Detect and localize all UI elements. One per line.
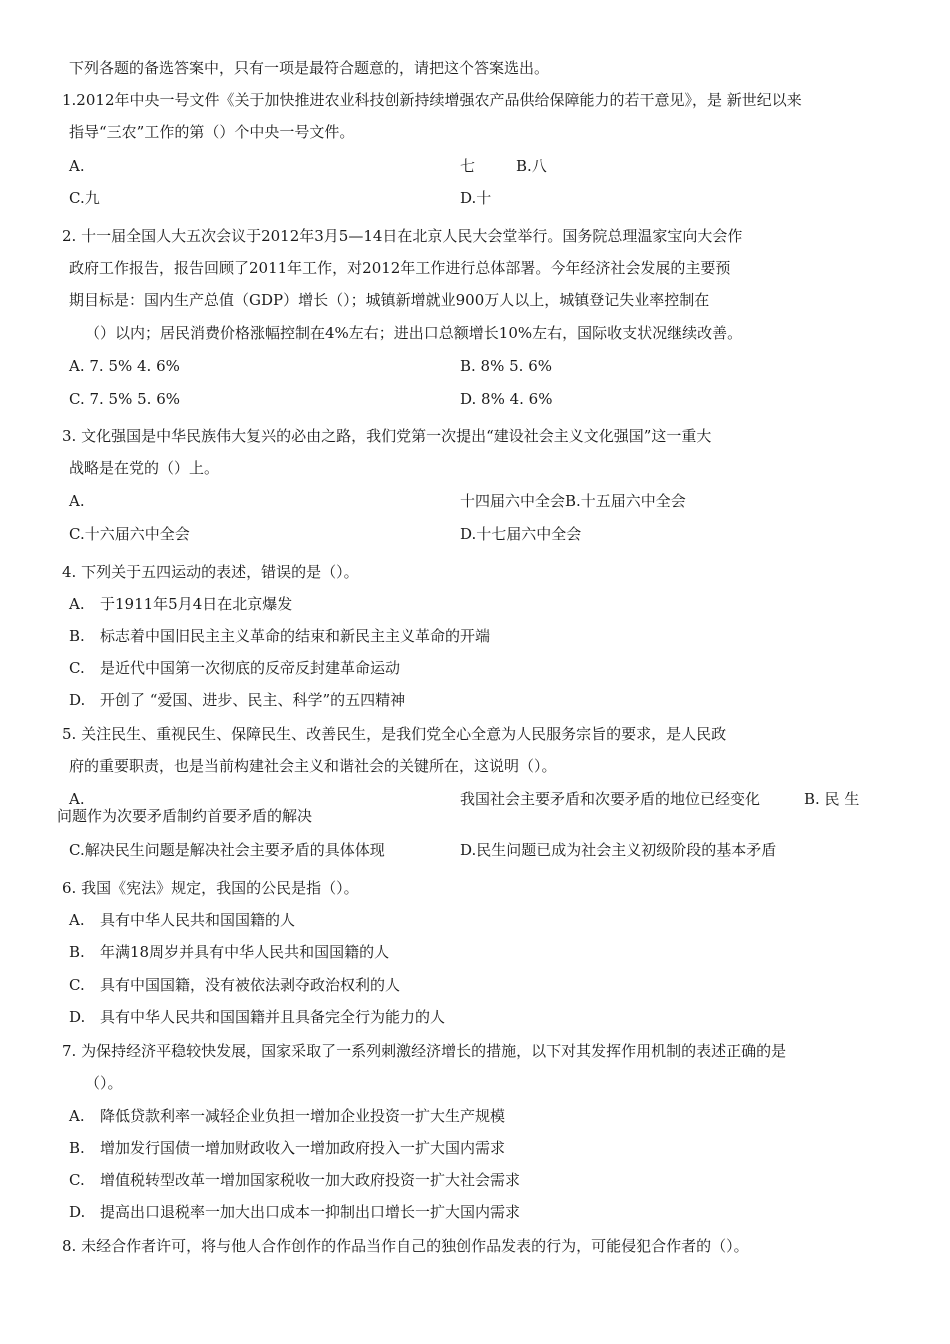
q7-option-a: 降低贷款利率一减轻企业负担一增加企业投资一扩大生产规模: [100, 1107, 506, 1125]
q4-option-c: 是近代中国第一次彻底的反帝反封建革命运动: [100, 659, 401, 677]
q1-option-c: C.九: [69, 189, 100, 207]
q2-option-c: C. 7. 5% 5. 6%: [69, 390, 180, 408]
q7-stem-line-2: （）。: [85, 1074, 123, 1092]
q6-option-d: 具有中华人民共和国国籍并且具备完全行为能力的人: [100, 1008, 446, 1026]
q2-stem-line-1: 2. 十一届全国人大五次会议于2012年3月5—14日在北京人民大会堂举行。国务院总理温家宝向大会作: [62, 227, 743, 245]
q6-option-c-label: C.: [69, 976, 85, 994]
q6-option-c: 具有中国国籍，没有被依法剥夺政治权利的人: [100, 976, 401, 994]
q1-option-a-text: 七: [460, 157, 476, 175]
q3-stem-line-1: 3. 文化强国是中华民族伟大复兴的必由之路，我们党第一次提出“建设社会主义文化强国”这一重大: [62, 427, 712, 445]
q7-option-b: 增加发行国债一增加财政收入一增加政府投入一扩大国内需求: [100, 1139, 506, 1157]
q7-option-d-label: D.: [69, 1203, 86, 1221]
q4-option-d: 开创了 “爱国、进步、民主、科学”的五四精神: [100, 691, 406, 709]
q5-option-d: D.民生问题已成为社会主义初级阶段的基本矛盾: [460, 841, 777, 859]
q6-stem-line-1: 6. 我国《宪法》规定，我国的公民是指（）。: [62, 879, 359, 897]
q5-stem-line-1: 5. 关注民生、重视民生、保障民生、改善民生，是我们党全心全意为人民服务宗旨的要求，是人民政: [62, 725, 727, 743]
q7-stem-line-1: 7. 为保持经济平稳较快发展，国家采取了一系列刺激经济增长的措施，以下对其发挥作用机制的表述正确的是: [62, 1042, 787, 1060]
q2-stem-line-4: （）以内；居民消费价格涨幅控制在4%左右；进出口总额增长10%左右，国际收支状况继续改善。: [85, 324, 743, 342]
q6-option-a: 具有中华人民共和国国籍的人: [100, 911, 296, 929]
q4-option-a-label: A.: [69, 595, 85, 613]
q5-stem-line-2: 府的重要职责，也是当前构建社会主义和谐社会的关键所在，这说明（）。: [69, 757, 557, 775]
q4-option-b-label: B.: [69, 627, 85, 645]
q6-option-d-label: D.: [69, 1008, 86, 1026]
q1-option-a-label: A.: [69, 157, 85, 175]
q7-option-d: 提高出口退税率一加大出口成本一抑制出口增长一扩大国内需求: [100, 1203, 521, 1221]
q3-option-a-b-text: 十四届六中全会B.十五届六中全会: [460, 492, 686, 510]
q4-option-c-label: C.: [69, 659, 85, 677]
q2-option-d: D. 8% 4. 6%: [460, 390, 553, 408]
q3-option-c: C.十六届六中全会: [69, 525, 190, 543]
q1-stem-line-2: 指导“三农”工作的第（）个中央一号文件。: [69, 123, 355, 141]
q5-option-b-continued: 问题作为次要矛盾制约首要矛盾的解决: [57, 807, 313, 825]
q7-option-c: 增值税转型改革一增加国家税收一加大政府投资一扩大社会需求: [100, 1171, 521, 1189]
q2-option-b: B. 8% 5. 6%: [460, 357, 552, 375]
q6-option-a-label: A.: [69, 911, 85, 929]
q1-option-d: D.十: [460, 189, 492, 207]
q7-option-c-label: C.: [69, 1171, 85, 1189]
q5-option-a-label: A.: [69, 790, 85, 808]
q1-stem-line-1: 1.2012年中央一号文件《关于加快推进农业科技创新持续增强农产品供给保障能力的若干意见》，是 新世纪以来: [62, 91, 802, 109]
q3-stem-line-2: 战略是在党的（）上。: [69, 459, 220, 477]
q7-option-b-label: B.: [69, 1139, 85, 1157]
q6-option-b-label: B.: [69, 943, 85, 961]
q3-option-a-label: A.: [69, 492, 85, 510]
q6-option-b: 年满18周岁并具有中华人民共和国国籍的人: [100, 943, 390, 961]
q7-option-a-label: A.: [69, 1107, 85, 1125]
q2-stem-line-3: 期目标是：国内生产总值（GDP）增长（）；城镇新增就业900万人以上，城镇登记失业率控制在: [69, 291, 710, 309]
q1-option-b: B.八: [516, 157, 547, 175]
q5-option-c: C.解决民生问题是解决社会主要矛盾的具体体现: [69, 841, 385, 859]
q2-stem-line-2: 政府工作报告，报告回顾了2011年工作，对2012年工作进行总体部署。今年经济社会发展的主要预: [69, 259, 731, 277]
q8-stem-line-1: 8. 未经合作者许可，将与他人合作创作的作品当作自己的独创作品发表的行为，可能侵犯合作者的（）。: [62, 1237, 749, 1255]
q3-option-d: D.十七届六中全会: [460, 525, 582, 543]
q2-option-a: A. 7. 5% 4. 6%: [69, 357, 180, 375]
q5-option-a-text: 我国社会主要矛盾和次要矛盾的地位已经变化: [460, 790, 761, 808]
q4-option-a: 于1911年5月4日在北京爆发: [100, 595, 293, 613]
q5-option-b-label: B. 民 生: [804, 790, 860, 808]
q4-stem-line-1: 4. 下列关于五四运动的表述，错误的是（）。: [62, 563, 359, 581]
q4-option-d-label: D.: [69, 691, 86, 709]
q4-option-b: 标志着中国旧民主主义革命的结束和新民主主义革命的开端: [100, 627, 491, 645]
instruction-text: 下列各题的备选答案中，只有一项是最符合题意的，请把这个答案选出。: [69, 59, 550, 77]
